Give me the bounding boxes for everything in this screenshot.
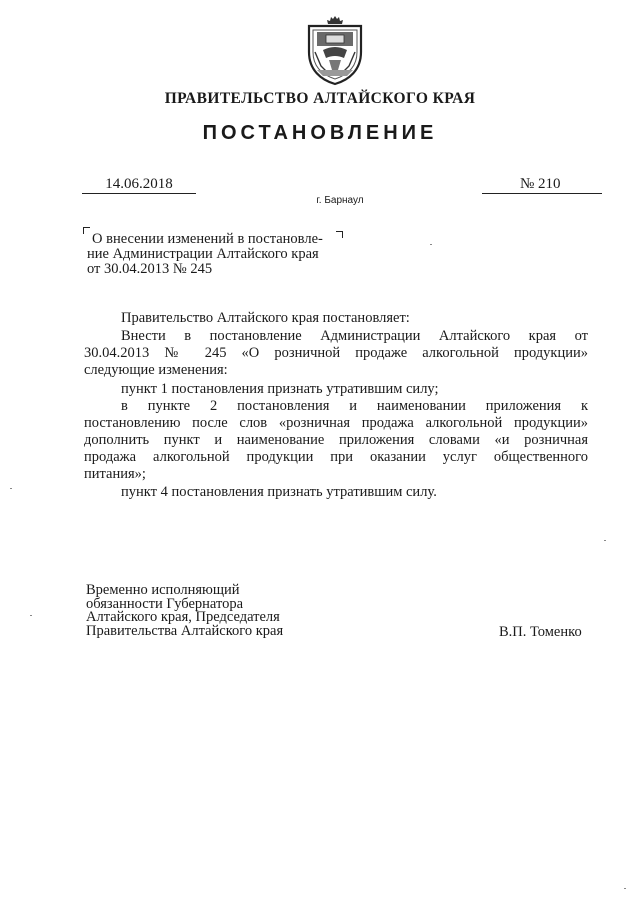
scan-speck bbox=[624, 888, 626, 889]
body-item-1: пункт 1 постановления признать утратившим силу; bbox=[121, 381, 439, 397]
document-type-title: ПОСТАНОВЛЕНИЕ bbox=[202, 122, 438, 144]
organization-title: ПРАВИТЕЛЬСТВО АЛТАЙСКОГО КРАЯ bbox=[164, 90, 476, 107]
body-main-line-1: Внести в постановление Администрации Алтайского края от bbox=[121, 328, 588, 344]
subject-line-1: О внесении изменений в постановле- bbox=[92, 231, 323, 247]
body-main-line-3: следующие изменения: bbox=[84, 362, 228, 378]
coat-of-arms-icon bbox=[303, 14, 367, 86]
subject-bracket-left bbox=[83, 227, 90, 234]
signatory-title-line-4: Правительства Алтайского края bbox=[86, 622, 284, 639]
body-item-2-line-2: постановлению после слов «розничная продажа алкогольной продукции» bbox=[84, 415, 588, 431]
signatory-title-line-1: Временно исполняющий bbox=[86, 582, 240, 598]
body-item-3: пункт 4 постановления признать утратившим силу. bbox=[121, 484, 437, 500]
body-item-2-line-3: дополнить пункт и наименование приложения словами «и розничная bbox=[84, 432, 588, 448]
document-date: 14.06.2018 bbox=[82, 176, 196, 194]
document-number: № 210 bbox=[482, 176, 602, 194]
scan-speck bbox=[430, 244, 432, 245]
subject-line-3: от 30.04.2013 № 245 bbox=[87, 261, 213, 277]
body-main-line-2: 30.04.2013 № 245 «О розничной продаже алкогольной продукции» bbox=[84, 345, 588, 361]
body-item-2-line-5: питания»; bbox=[84, 466, 146, 482]
subject-line-2: ние Администрации Алтайского края bbox=[87, 246, 319, 262]
scan-speck bbox=[30, 615, 32, 616]
signatory-title bbox=[86, 584, 283, 638]
body-intro: Правительство Алтайского края постановляет: bbox=[121, 310, 410, 326]
document-subject bbox=[87, 231, 352, 277]
signatory-title-line-3: Алтайского края, Председателя bbox=[86, 609, 280, 625]
signatory-title-line-2: обязанности Губернатора bbox=[86, 595, 244, 612]
document-city: г. Барнаул bbox=[316, 195, 364, 206]
scan-speck bbox=[10, 488, 12, 489]
signatory-name: В.П. Томенко bbox=[499, 624, 582, 640]
scan-speck bbox=[604, 540, 606, 541]
body-item-2-line-4: продажа алкогольной продукции при оказании услуг общественного bbox=[84, 449, 588, 465]
body-item-2-line-1: в пункте 2 постановления и наименовании приложения к bbox=[121, 398, 588, 414]
